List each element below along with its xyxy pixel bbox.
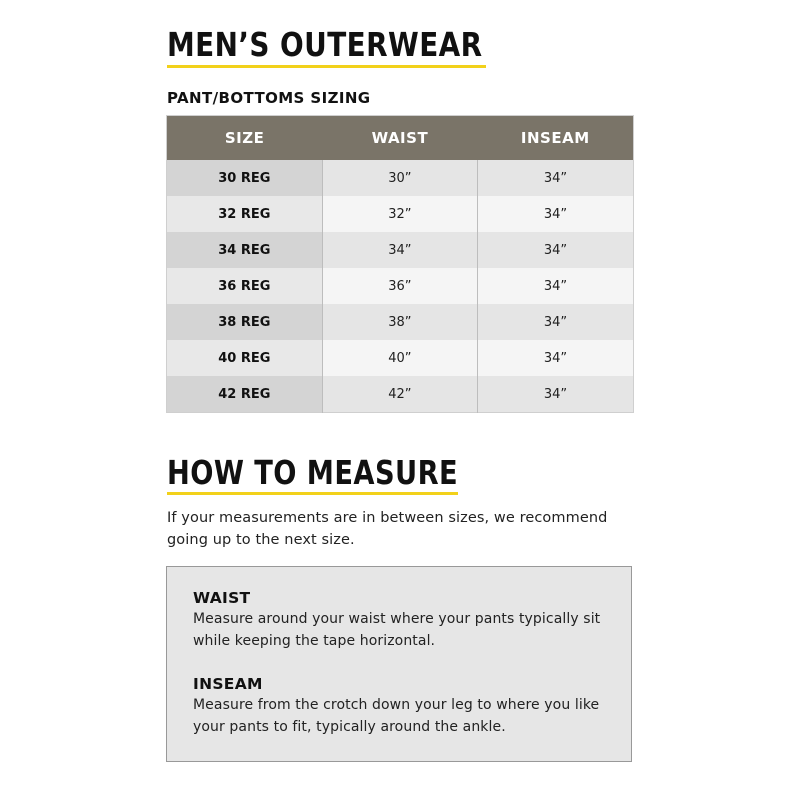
- measure-intro-text: If your measurements are in between sizes, we recommend going up to the next size.: [167, 510, 608, 548]
- inseam-cell: 34”: [478, 340, 634, 376]
- size-cell: 40 REG: [167, 340, 323, 376]
- waist-heading: WAIST: [193, 589, 251, 607]
- inseam-cell: 34”: [478, 376, 634, 413]
- inseam-cell: 34”: [478, 268, 634, 304]
- waist-cell: 42”: [322, 376, 477, 413]
- size-cell: 38 REG: [167, 304, 323, 340]
- size-cell: 30 REG: [167, 160, 323, 196]
- inseam-cell: 34”: [478, 196, 634, 232]
- table-row: [167, 268, 634, 304]
- waist-cell: 34”: [322, 232, 477, 268]
- size-cell: 34 REG: [167, 232, 323, 268]
- column-header-size: SIZE: [167, 116, 323, 161]
- size-cell: 42 REG: [167, 376, 323, 413]
- waist-cell: 40”: [322, 340, 477, 376]
- table-row: [167, 340, 634, 376]
- column-header-waist: WAIST: [322, 116, 477, 161]
- waist-description: Measure around your waist where your pants typically sit while keeping the tape horizontal.: [193, 611, 601, 649]
- table-row: [167, 304, 634, 340]
- table-row: [167, 376, 634, 413]
- measure-instructions-box: [166, 566, 632, 762]
- inseam-cell: 34”: [478, 160, 634, 196]
- table-row: [167, 160, 634, 196]
- how-to-measure-title-underline: [167, 492, 458, 495]
- waist-cell: 30”: [322, 160, 477, 196]
- table-row: [167, 196, 634, 232]
- waist-instructions: [193, 588, 623, 652]
- pant-sizing-subheading: PANT/BOTTOMS SIZING: [167, 89, 371, 107]
- inseam-instructions: [193, 674, 623, 738]
- waist-cell: 36”: [322, 268, 477, 304]
- inseam-heading: INSEAM: [193, 675, 263, 693]
- outerwear-title: MEN’S OUTERWEAR: [167, 25, 483, 64]
- outerwear-title-underline: [167, 65, 486, 68]
- inseam-cell: 34”: [478, 232, 634, 268]
- size-cell: 32 REG: [167, 196, 323, 232]
- size-chart-table: [166, 115, 634, 413]
- inseam-description: Measure from the crotch down your leg to where you like your pants to fit, typically around the ankle.: [193, 697, 600, 735]
- how-to-measure-title: HOW TO MEASURE: [167, 453, 459, 492]
- size-cell: 36 REG: [167, 268, 323, 304]
- waist-cell: 38”: [322, 304, 477, 340]
- waist-cell: 32”: [322, 196, 477, 232]
- column-header-inseam: INSEAM: [478, 116, 634, 161]
- inseam-cell: 34”: [478, 304, 634, 340]
- table-header-row: [167, 116, 634, 161]
- table-row: [167, 232, 634, 268]
